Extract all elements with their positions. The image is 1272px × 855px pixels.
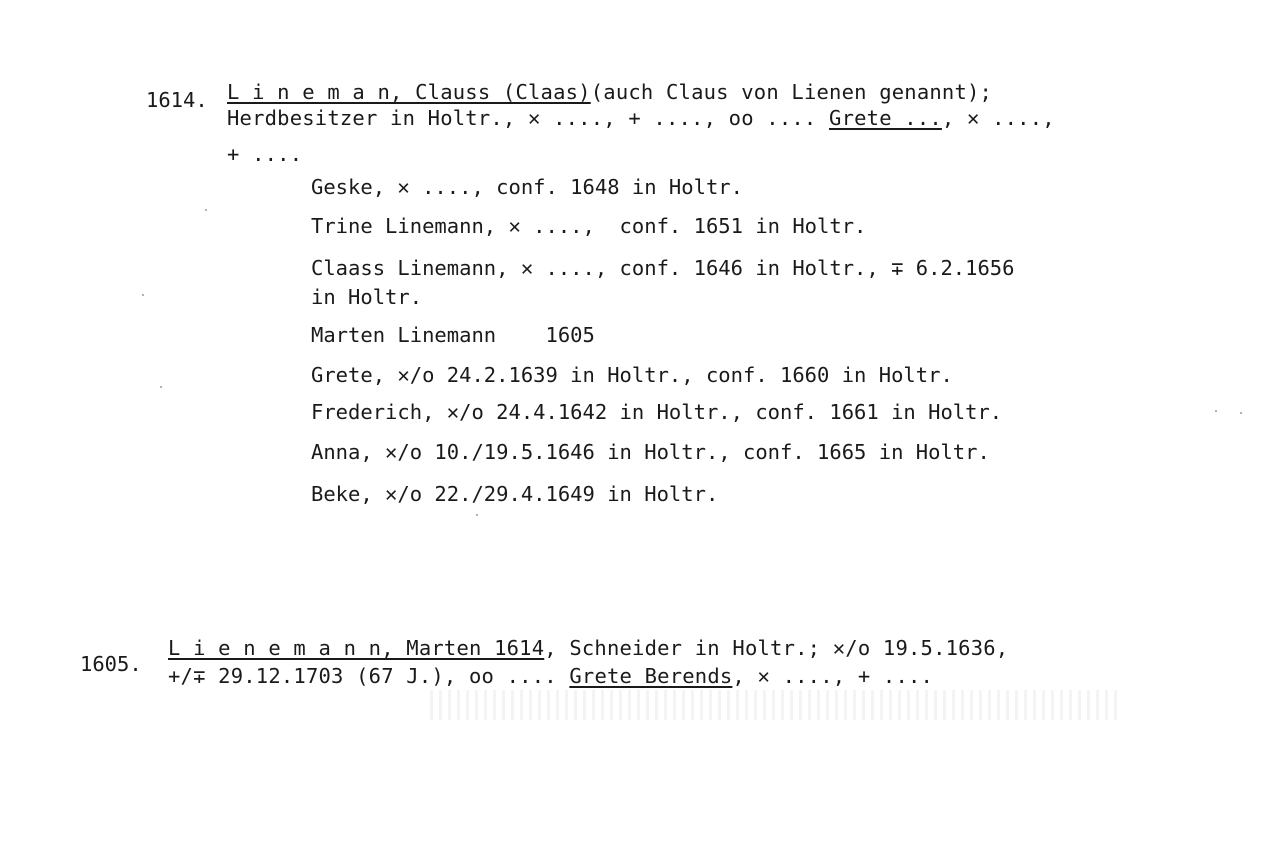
entry-number-1605: 1605. — [80, 652, 142, 676]
entry-1614-line2-b: , ✕ ...., — [941, 106, 1055, 130]
child-geske: Geske, ✕ ...., conf. 1648 in Holtr. — [311, 175, 743, 199]
entry-1605-name: L i e n e m a n n, Marten 1614 — [168, 636, 545, 660]
entry-1605-heading — [168, 636, 1008, 660]
entry-1614-line2 — [227, 106, 1055, 130]
scan-speck — [476, 514, 478, 516]
child-marten: Marten Linemann 1605 — [311, 323, 595, 347]
scan-speck — [142, 294, 144, 296]
entry-1614-line2-a: Herdbesitzer in Holtr., ✕ ...., + ...., oo .... — [227, 106, 830, 130]
entry-1605-line1-rest: , Schneider in Holtr.; ✕/o 19.5.1636, — [544, 636, 1009, 660]
entry-1605-line2-a: +/∓ 29.12.1703 (67 J.), oo .... — [168, 664, 570, 688]
child-frederich: Frederich, ✕/o 24.4.1642 in Holtr., conf. 1661 in Holtr. — [311, 400, 1003, 424]
entry-1614-name: L i n e m a n, Clauss (Claas) — [227, 80, 591, 104]
entry-1614-line3: + .... — [227, 142, 303, 166]
faded-scan-remnant — [430, 690, 1120, 720]
scan-speck — [205, 209, 207, 211]
child-claass: Claass Linemann, ✕ ...., conf. 1646 in Holtr., ∓ 6.2.1656 — [311, 256, 1015, 280]
scan-speck — [160, 386, 162, 388]
entry-1614-heading — [227, 80, 992, 104]
child-anna: Anna, ✕/o 10./19.5.1646 in Holtr., conf. 1665 in Holtr. — [311, 440, 990, 464]
entry-1605-line2 — [168, 664, 933, 688]
child-trine: Trine Linemann, ✕ ...., conf. 1651 in Holtr. — [311, 214, 867, 238]
entry-1605-line2-b: , ✕ ...., + .... — [732, 664, 934, 688]
scan-speck — [1215, 410, 1217, 412]
entry-1614-spouse: Grete ... — [829, 106, 942, 130]
entry-1614-alias: (auch Claus von Lienen genannt); — [590, 80, 993, 104]
entry-1605-spouse: Grete Berends — [569, 664, 733, 688]
child-grete: Grete, ✕/o 24.2.1639 in Holtr., conf. 1660 in Holtr. — [311, 363, 953, 387]
entry-number-1614: 1614. — [146, 88, 208, 112]
child-beke: Beke, ✕/o 22./29.4.1649 in Holtr. — [311, 482, 719, 506]
scan-speck — [1240, 412, 1242, 414]
child-claass-cont: in Holtr. — [311, 285, 423, 309]
